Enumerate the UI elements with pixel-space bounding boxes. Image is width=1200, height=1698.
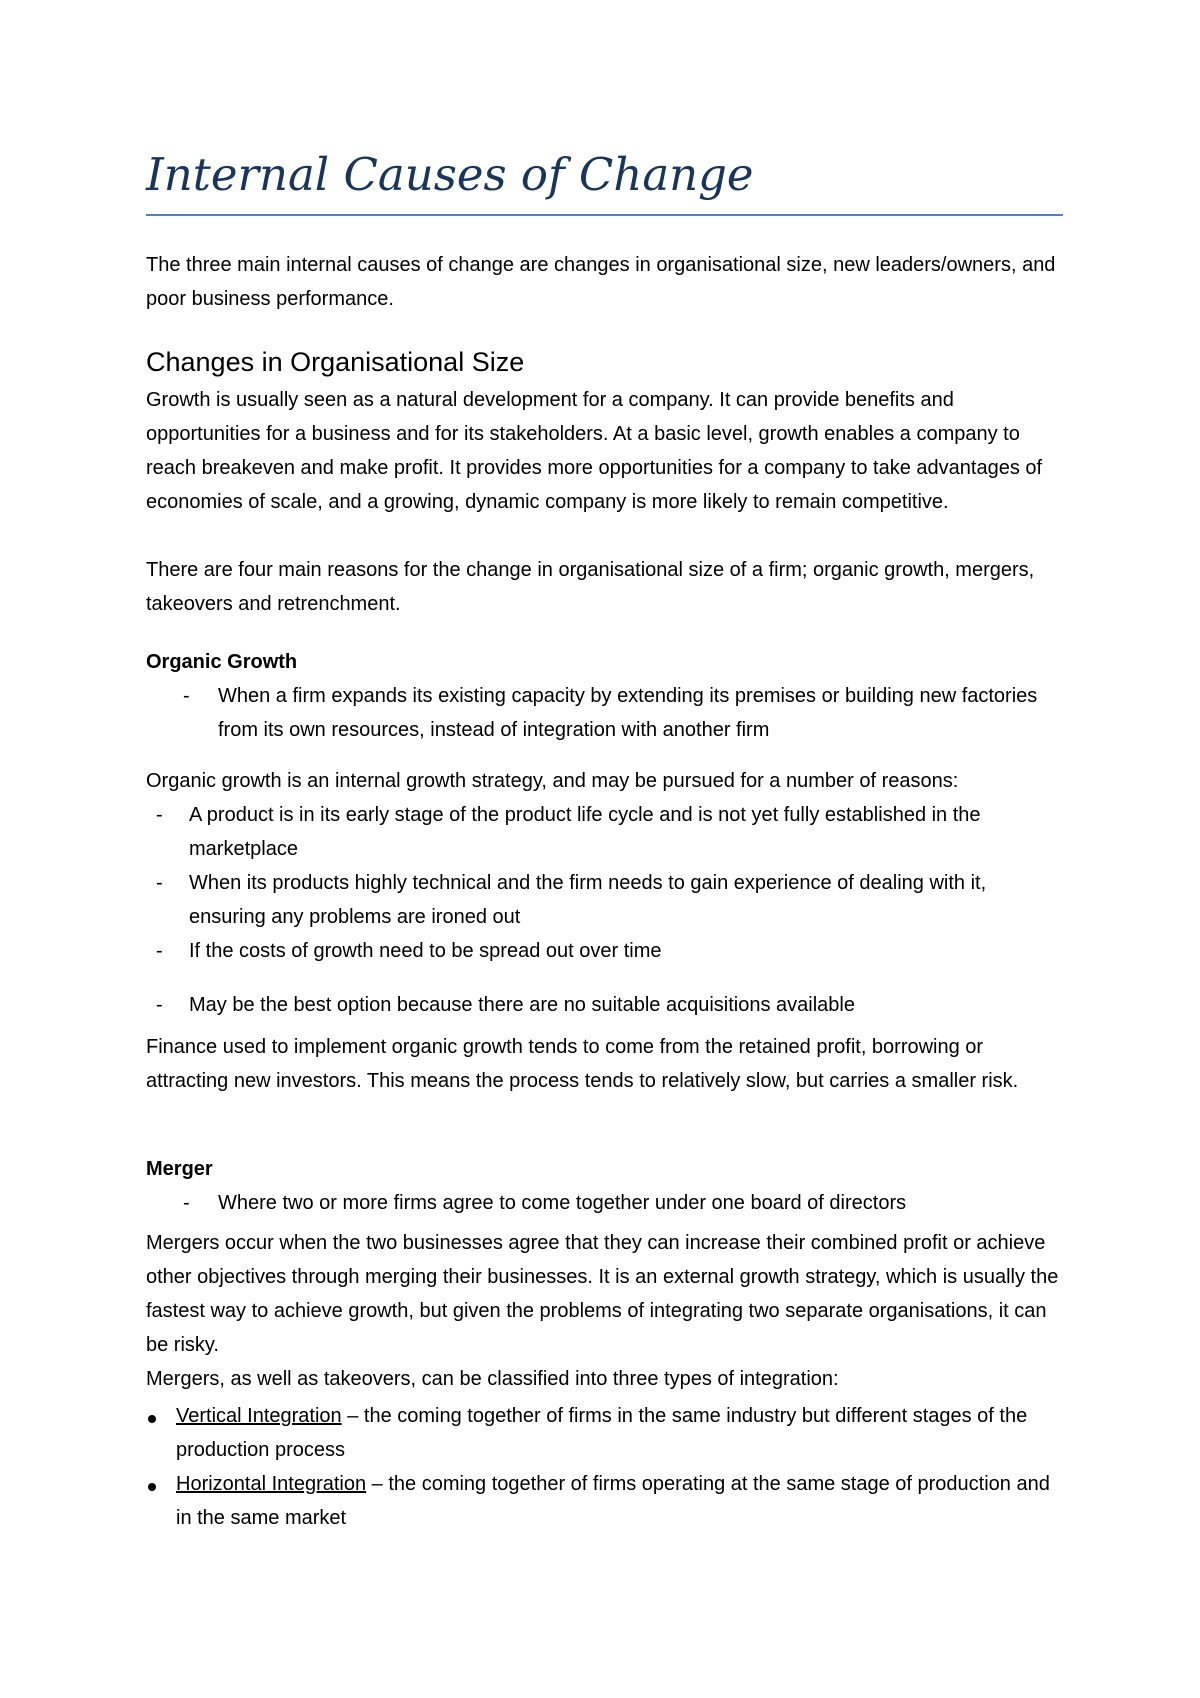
dash-marker: - <box>156 804 163 826</box>
list-item: A product is in its early stage of the product life cycle and is not yet fully established in the marketplace <box>189 804 981 860</box>
dash-marker: - <box>183 1192 190 1214</box>
merger-definition: Where two or more firms agree to come together under one board of directors <box>218 1192 907 1214</box>
list-item: When its products highly technical and the firm needs to gain experience of dealing with it, ensuring any problems are ironed out <box>189 872 987 928</box>
bullet-icon <box>148 1415 156 1423</box>
dash-marker: - <box>156 872 163 894</box>
merger-paragraph: Mergers occur when the two businesses agree that they can increase their combined profit or achieve other objectives through merging their businesses. It is an external growth strategy, which is usually the fastest way to achieve growth, but given the problems of integrating two separate organisations, it can be risky. <box>146 1232 1059 1356</box>
integration-types-lead: Mergers, as well as takeovers, can be classified into three types of integration: <box>146 1368 839 1390</box>
list-item-vertical-integration <box>176 1399 1063 1467</box>
organic-lead-paragraph: Organic growth is an internal growth strategy, and may be pursued for a number of reasons: <box>146 770 959 792</box>
term-description: – the coming together of firms operating at the same stage of production and in the same market <box>176 1473 1050 1529</box>
title-underline <box>146 214 1063 216</box>
organic-growth-heading: Organic Growth <box>146 651 298 673</box>
growth-paragraph: Growth is usually seen as a natural development for a company. It can provide benefits and opportunities for a business and for its stakeholders. At a basic level, growth enables a company to reach breakeven and make profit. It provides more opportunities for a company to take advantages of economies of scale, and a growing, dynamic company is more likely to remain competitive. <box>146 389 1043 513</box>
term-horizontal-integration: Horizontal Integration <box>176 1473 367 1495</box>
dash-marker: - <box>183 685 190 707</box>
list-item: If the costs of growth need to be spread out over time <box>189 940 662 962</box>
reasons-paragraph: There are four main reasons for the change in organisational size of a firm; organic growth, mergers, takeovers and retrenchment. <box>146 559 1035 615</box>
merger-heading: Merger <box>146 1158 213 1180</box>
finance-paragraph: Finance used to implement organic growth tends to come from the retained profit, borrowing or attracting new investors. This means the process tends to relatively slow, but carries a smaller risk. <box>146 1036 1019 1092</box>
list-item: May be the best option because there are no suitable acquisitions available <box>189 994 855 1016</box>
term-vertical-integration: Vertical Integration <box>176 1405 342 1427</box>
organic-definition: When a firm expands its existing capacity by extending its premises or building new factories from its own resources, instead of integration with another firm <box>218 685 1038 741</box>
dash-marker: - <box>156 994 163 1016</box>
page-title: Internal Causes of Change <box>146 148 754 201</box>
dash-marker: - <box>156 940 163 962</box>
list-item-horizontal-integration <box>176 1467 1063 1535</box>
term-description: – the coming together of firms in the same industry but different stages of the production process <box>176 1405 1028 1461</box>
intro-paragraph: The three main internal causes of change are changes in organisational size, new leaders/owners, and poor business performance. <box>146 254 1056 310</box>
bullet-icon <box>148 1483 156 1491</box>
section-heading-organisational-size: Changes in Organisational Size <box>146 347 525 377</box>
